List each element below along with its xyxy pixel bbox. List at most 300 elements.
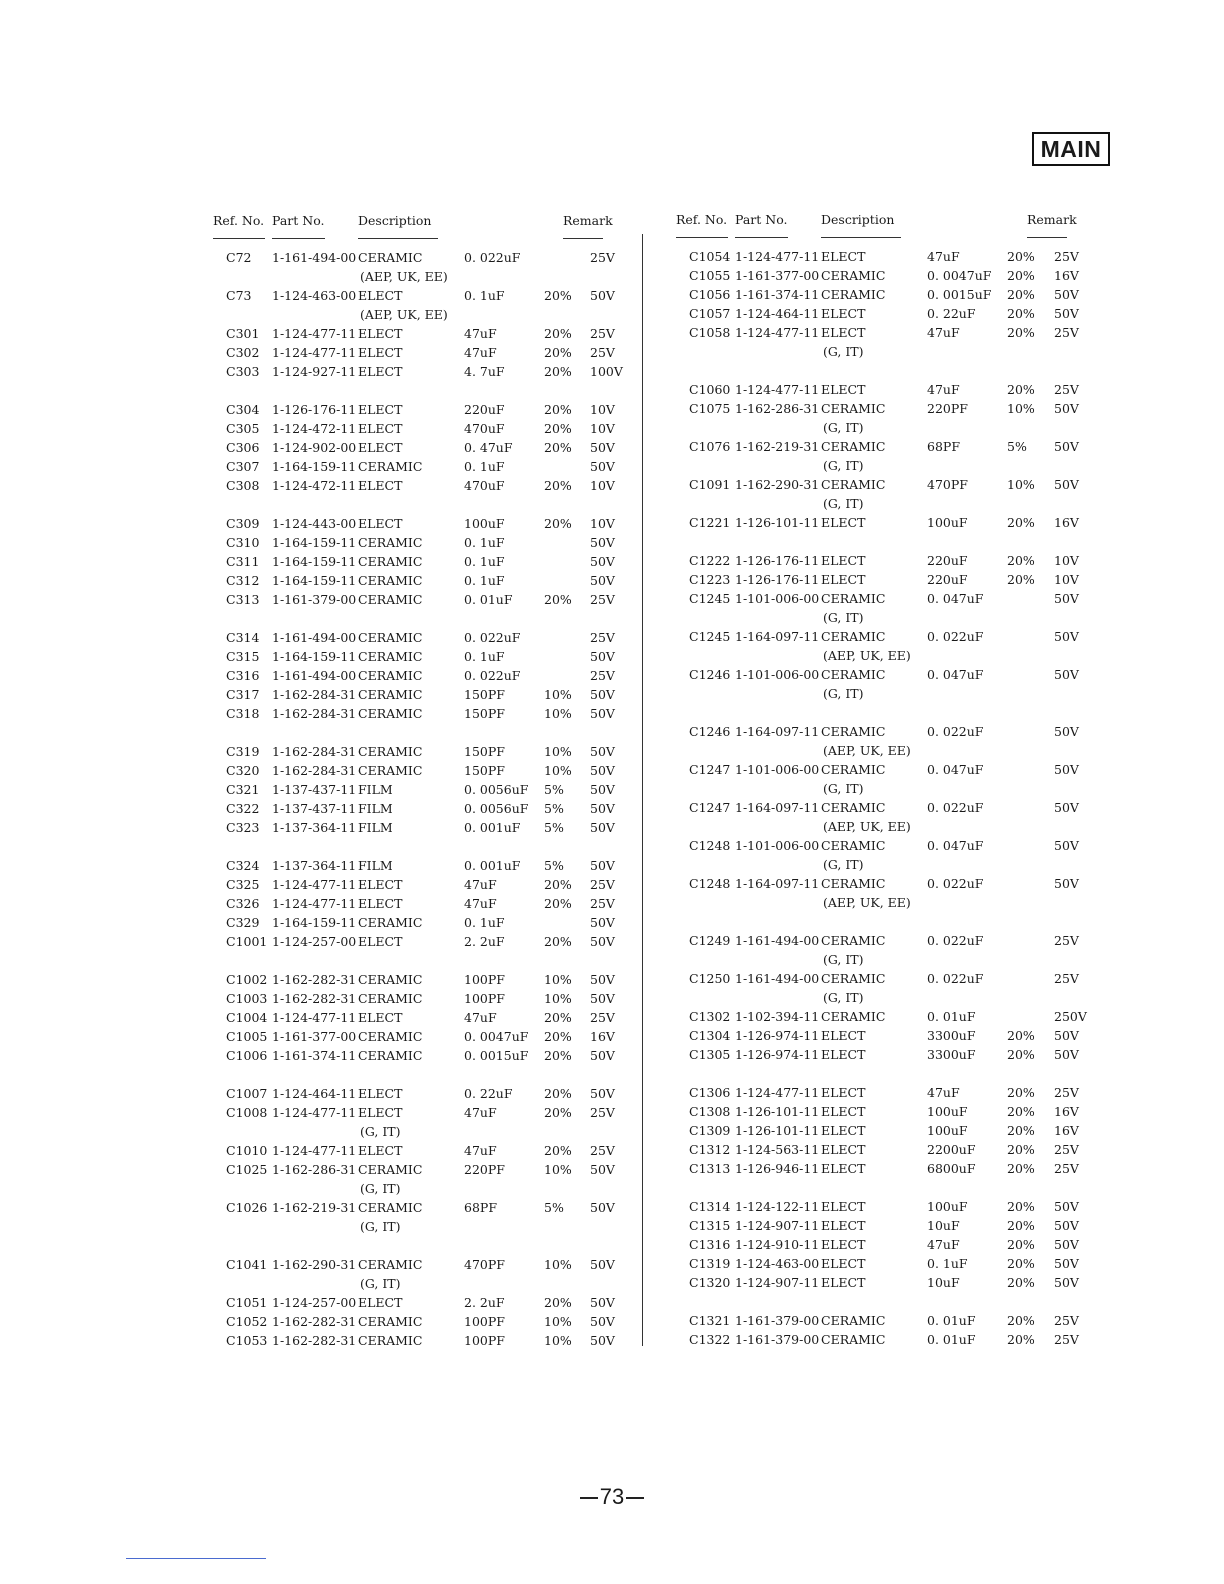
ref-no-cell: C307 xyxy=(226,459,260,474)
part-no-cell: 1-137-437-11 xyxy=(272,801,357,816)
description-cell: ELECT xyxy=(358,934,403,949)
description-cell: ELECT xyxy=(358,1105,403,1120)
tolerance-cell: 10% xyxy=(544,687,572,702)
value-cell: 0. 022uF xyxy=(927,876,984,891)
ref-no-cell: C305 xyxy=(226,421,260,436)
table-row-spacer xyxy=(0,532,1224,551)
description-cell: ELECT xyxy=(358,877,403,892)
voltage-cell: 50V xyxy=(590,915,615,930)
description-cell: ELECT xyxy=(358,1086,403,1101)
voltage-cell: 25V xyxy=(590,1105,615,1120)
tolerance-cell: 20% xyxy=(1007,1237,1035,1252)
part-no-cell: 1-124-477-11 xyxy=(735,382,820,397)
tolerance-cell: 20% xyxy=(1007,287,1035,302)
part-no-cell: 1-161-379-00 xyxy=(735,1313,820,1328)
ref-no-cell: C1248 xyxy=(689,838,731,853)
voltage-cell: 50V xyxy=(590,744,615,759)
part-no-cell: 1-162-284-31 xyxy=(272,706,357,721)
part-no-cell: 1-164-159-11 xyxy=(272,649,357,664)
voltage-cell: 50V xyxy=(590,1257,615,1272)
tolerance-cell: 10% xyxy=(544,1162,572,1177)
table-row xyxy=(0,1330,1224,1349)
voltage-cell: 25V xyxy=(590,1143,615,1158)
value-cell: 0. 047uF xyxy=(927,762,984,777)
tolerance-cell: 20% xyxy=(544,516,572,531)
part-no-cell: 1-161-377-00 xyxy=(272,1029,357,1044)
tolerance-cell: 10% xyxy=(544,1257,572,1272)
description-cell: ELECT xyxy=(358,364,403,379)
voltage-cell: 50V xyxy=(1054,629,1079,644)
table-row-spacer xyxy=(0,1064,1224,1083)
voltage-cell: 50V xyxy=(590,1048,615,1063)
voltage-cell: 50V xyxy=(590,1200,615,1215)
table-row xyxy=(0,1026,1224,1045)
description-cell: CERAMIC xyxy=(821,401,886,416)
description-cell: ELECT xyxy=(821,249,866,264)
ref-no-cell: C1053 xyxy=(226,1333,268,1348)
tolerance-cell: 20% xyxy=(1007,249,1035,264)
table-row-note xyxy=(0,418,1224,437)
ref-no-cell: C1247 xyxy=(689,762,731,777)
description-cell: ELECT xyxy=(358,1010,403,1025)
table-row xyxy=(0,874,1224,893)
value-cell: 0. 1uF xyxy=(927,1256,968,1271)
description-cell: ELECT xyxy=(821,1256,866,1271)
voltage-cell: 16V xyxy=(1054,268,1079,283)
table-row xyxy=(0,323,1224,342)
table-row xyxy=(0,1007,1224,1026)
ref-no-cell: C310 xyxy=(226,535,260,550)
description-cell: CERAMIC xyxy=(358,915,423,930)
header-underline xyxy=(821,237,901,238)
tolerance-cell: 5% xyxy=(544,801,564,816)
voltage-cell: 25V xyxy=(1054,325,1079,340)
value-cell: 0. 022uF xyxy=(464,630,521,645)
header-ref-no: Ref. No. xyxy=(676,212,728,227)
ref-no-cell: C302 xyxy=(226,345,260,360)
voltage-cell: 50V xyxy=(1054,306,1079,321)
value-cell: 0. 022uF xyxy=(927,933,984,948)
part-no-cell: 1-102-394-11 xyxy=(735,1009,820,1024)
header-description: Description xyxy=(821,212,895,227)
value-cell: 0. 1uF xyxy=(464,535,505,550)
ref-no-cell: C319 xyxy=(226,744,260,759)
voltage-cell: 50V xyxy=(1054,800,1079,815)
tolerance-cell: 5% xyxy=(544,1200,564,1215)
value-cell: 150PF xyxy=(464,706,505,721)
value-cell: 10uF xyxy=(927,1218,960,1233)
tolerance-cell: 20% xyxy=(544,1086,572,1101)
description-cell: ELECT xyxy=(821,1218,866,1233)
description-cell: CERAMIC xyxy=(821,1332,886,1347)
ref-no-cell: C1057 xyxy=(689,306,731,321)
value-cell: 0. 1uF xyxy=(464,459,505,474)
description-cell: CERAMIC xyxy=(821,667,886,682)
tolerance-cell: 20% xyxy=(1007,572,1035,587)
description-cell: ELECT xyxy=(358,440,403,455)
ref-no-cell: C1312 xyxy=(689,1142,731,1157)
value-cell: 2. 2uF xyxy=(464,934,505,949)
ref-no-cell: C1041 xyxy=(226,1257,268,1272)
ref-no-cell: C314 xyxy=(226,630,260,645)
value-cell: 100uF xyxy=(927,1123,968,1138)
part-no-cell: 1-162-282-31 xyxy=(272,991,357,1006)
ref-no-cell: C1249 xyxy=(689,933,731,948)
part-no-cell: 1-124-463-00 xyxy=(735,1256,820,1271)
ref-no-cell: C1010 xyxy=(226,1143,268,1158)
voltage-cell: 25V xyxy=(590,250,615,265)
ref-no-cell: C1321 xyxy=(689,1313,731,1328)
ref-no-cell: C323 xyxy=(226,820,260,835)
description-cell: (G, IT) xyxy=(823,686,864,701)
table-row xyxy=(0,380,1224,399)
table-row xyxy=(0,931,1224,950)
value-cell: 220PF xyxy=(927,401,968,416)
description-cell: CERAMIC xyxy=(358,1048,423,1063)
description-cell: CERAMIC xyxy=(358,972,423,987)
voltage-cell: 25V xyxy=(1054,1161,1079,1176)
voltage-cell: 25V xyxy=(1054,1332,1079,1347)
ref-no-cell: C1026 xyxy=(226,1200,268,1215)
ref-no-cell: C1060 xyxy=(689,382,731,397)
part-no-cell: 1-161-494-00 xyxy=(272,630,357,645)
ref-no-cell: C1248 xyxy=(689,876,731,891)
part-no-cell: 1-124-464-11 xyxy=(735,306,820,321)
ref-no-cell: C304 xyxy=(226,402,260,417)
voltage-cell: 50V xyxy=(590,1162,615,1177)
value-cell: 0. 1uF xyxy=(464,554,505,569)
table-header-right xyxy=(0,210,1224,229)
ref-no-cell: C1055 xyxy=(689,268,731,283)
ref-no-cell: C1001 xyxy=(226,934,268,949)
tolerance-cell: 20% xyxy=(1007,268,1035,283)
value-cell: 2200uF xyxy=(927,1142,976,1157)
value-cell: 0. 22uF xyxy=(464,1086,513,1101)
part-no-cell: 1-162-290-31 xyxy=(735,477,820,492)
value-cell: 0. 0056uF xyxy=(464,782,529,797)
description-cell: CERAMIC xyxy=(821,268,886,283)
table-row-note xyxy=(0,608,1224,627)
tolerance-cell: 20% xyxy=(544,1105,572,1120)
description-cell: CERAMIC xyxy=(821,762,886,777)
part-no-cell: 1-126-101-11 xyxy=(735,515,820,530)
voltage-cell: 50V xyxy=(1054,762,1079,777)
value-cell: 68PF xyxy=(464,1200,497,1215)
table-row-spacer xyxy=(0,912,1224,931)
description-cell: CERAMIC xyxy=(358,459,423,474)
description-cell: ELECT xyxy=(358,478,403,493)
part-no-cell: 1-164-159-11 xyxy=(272,535,357,550)
table-row xyxy=(0,836,1224,855)
description-cell: CERAMIC xyxy=(358,1162,423,1177)
part-no-cell: 1-126-176-11 xyxy=(735,572,820,587)
voltage-cell: 50V xyxy=(1054,1237,1079,1252)
value-cell: 0. 0015uF xyxy=(464,1048,529,1063)
part-no-cell: 1-101-006-00 xyxy=(735,838,820,853)
part-no-cell: 1-126-101-11 xyxy=(735,1104,820,1119)
tolerance-cell: 20% xyxy=(1007,1123,1035,1138)
value-cell: 100PF xyxy=(464,1314,505,1329)
value-cell: 0. 047uF xyxy=(927,838,984,853)
ref-no-cell: C1091 xyxy=(689,477,731,492)
table-row-note xyxy=(0,893,1224,912)
value-cell: 0. 1uF xyxy=(464,573,505,588)
part-no-cell: 1-161-377-00 xyxy=(735,268,820,283)
voltage-cell: 16V xyxy=(1054,1104,1079,1119)
table-row xyxy=(0,1273,1224,1292)
description-cell: ELECT xyxy=(358,326,403,341)
voltage-cell: 10V xyxy=(1054,553,1079,568)
description-cell: (G, IT) xyxy=(823,344,864,359)
value-cell: 0. 01uF xyxy=(464,592,513,607)
ref-no-cell: C1025 xyxy=(226,1162,268,1177)
part-no-cell: 1-161-494-00 xyxy=(272,668,357,683)
description-cell: CERAMIC xyxy=(821,800,886,815)
value-cell: 100uF xyxy=(464,516,505,531)
description-cell: ELECT xyxy=(358,896,403,911)
description-cell: CERAMIC xyxy=(821,439,886,454)
voltage-cell: 25V xyxy=(590,896,615,911)
table-row xyxy=(0,1311,1224,1330)
description-cell: (AEP, UK, EE) xyxy=(360,269,448,284)
description-cell: ELECT xyxy=(821,325,866,340)
value-cell: 0. 022uF xyxy=(927,724,984,739)
description-cell: (AEP, UK, EE) xyxy=(823,648,911,663)
description-cell: CERAMIC xyxy=(358,649,423,664)
voltage-cell: 25V xyxy=(1054,971,1079,986)
table-row xyxy=(0,798,1224,817)
tolerance-cell: 20% xyxy=(1007,553,1035,568)
ref-no-cell: C313 xyxy=(226,592,260,607)
value-cell: 47uF xyxy=(927,1237,960,1252)
description-cell: CERAMIC xyxy=(358,744,423,759)
header-part-no: Part No. xyxy=(735,212,788,227)
description-cell: ELECT xyxy=(358,288,403,303)
part-no-cell: 1-161-379-00 xyxy=(272,592,357,607)
voltage-cell: 50V xyxy=(590,934,615,949)
voltage-cell: 100V xyxy=(590,364,623,379)
voltage-cell: 50V xyxy=(590,706,615,721)
description-cell: ELECT xyxy=(358,402,403,417)
table-row-note xyxy=(0,684,1224,703)
voltage-cell: 50V xyxy=(590,991,615,1006)
part-no-cell: 1-164-097-11 xyxy=(735,800,820,815)
table-row xyxy=(0,589,1224,608)
part-no-cell: 1-161-374-11 xyxy=(272,1048,357,1063)
table-row xyxy=(0,1254,1224,1273)
voltage-cell: 50V xyxy=(1054,287,1079,302)
value-cell: 0. 047uF xyxy=(927,591,984,606)
voltage-cell: 50V xyxy=(1054,1199,1079,1214)
description-cell: CERAMIC xyxy=(358,554,423,569)
table-row-spacer xyxy=(0,1178,1224,1197)
description-cell: FILM xyxy=(358,801,393,816)
tolerance-cell: 20% xyxy=(1007,1313,1035,1328)
voltage-cell: 50V xyxy=(590,288,615,303)
table-row-spacer xyxy=(0,361,1224,380)
description-cell: (G, IT) xyxy=(823,781,864,796)
table-row-note xyxy=(0,494,1224,513)
voltage-cell: 10V xyxy=(1054,572,1079,587)
value-cell: 0. 022uF xyxy=(464,668,521,683)
part-no-cell: 1-162-284-31 xyxy=(272,687,357,702)
value-cell: 47uF xyxy=(464,1010,497,1025)
voltage-cell: 10V xyxy=(590,516,615,531)
description-cell: ELECT xyxy=(821,553,866,568)
part-no-cell: 1-162-219-31 xyxy=(272,1200,357,1215)
voltage-cell: 250V xyxy=(1054,1009,1087,1024)
tolerance-cell: 20% xyxy=(544,440,572,455)
tolerance-cell: 10% xyxy=(544,1333,572,1348)
voltage-cell: 50V xyxy=(1054,838,1079,853)
description-cell: ELECT xyxy=(821,1123,866,1138)
value-cell: 100PF xyxy=(464,1333,505,1348)
ref-no-cell: C1245 xyxy=(689,591,731,606)
part-no-cell: 1-162-219-31 xyxy=(735,439,820,454)
tolerance-cell: 20% xyxy=(544,592,572,607)
part-no-cell: 1-164-097-11 xyxy=(735,876,820,891)
description-cell: CERAMIC xyxy=(358,991,423,1006)
ref-no-cell: C308 xyxy=(226,478,260,493)
tolerance-cell: 10% xyxy=(544,706,572,721)
part-no-cell: 1-164-159-11 xyxy=(272,915,357,930)
part-no-cell: 1-161-494-00 xyxy=(272,250,357,265)
description-cell: (G, IT) xyxy=(360,1124,401,1139)
voltage-cell: 25V xyxy=(590,1010,615,1025)
value-cell: 220uF xyxy=(464,402,505,417)
voltage-cell: 50V xyxy=(1054,1256,1079,1271)
part-no-cell: 1-164-159-11 xyxy=(272,554,357,569)
page-number-text: 73 xyxy=(599,1484,625,1509)
description-cell: CERAMIC xyxy=(358,1314,423,1329)
tolerance-cell: 20% xyxy=(1007,1028,1035,1043)
tolerance-cell: 10% xyxy=(544,763,572,778)
description-cell: ELECT xyxy=(358,1143,403,1158)
part-no-cell: 1-124-257-00 xyxy=(272,1295,357,1310)
value-cell: 0. 0047uF xyxy=(464,1029,529,1044)
table-row-note xyxy=(0,342,1224,361)
ref-no-cell: C1008 xyxy=(226,1105,268,1120)
table-row-note xyxy=(0,741,1224,760)
ref-no-cell: C306 xyxy=(226,440,260,455)
voltage-cell: 25V xyxy=(1054,1085,1079,1100)
description-cell: ELECT xyxy=(821,1028,866,1043)
ref-no-cell: C1246 xyxy=(689,667,731,682)
value-cell: 0. 01uF xyxy=(927,1009,976,1024)
value-cell: 0. 001uF xyxy=(464,858,521,873)
ref-no-cell: C322 xyxy=(226,801,260,816)
part-no-cell: 1-126-946-11 xyxy=(735,1161,820,1176)
table-row xyxy=(0,1159,1224,1178)
table-row xyxy=(0,1045,1224,1064)
ref-no-cell: C301 xyxy=(226,326,260,341)
voltage-cell: 50V xyxy=(590,649,615,664)
voltage-cell: 50V xyxy=(1054,1275,1079,1290)
value-cell: 0. 047uF xyxy=(927,667,984,682)
voltage-cell: 50V xyxy=(1054,439,1079,454)
part-no-cell: 1-137-364-11 xyxy=(272,858,357,873)
table-row xyxy=(0,627,1224,646)
tolerance-cell: 10% xyxy=(544,1314,572,1329)
part-no-cell: 1-124-477-11 xyxy=(272,1143,357,1158)
description-cell: (G, IT) xyxy=(823,458,864,473)
part-no-cell: 1-162-282-31 xyxy=(272,1314,357,1329)
description-cell: ELECT xyxy=(821,382,866,397)
table-row xyxy=(0,1121,1224,1140)
tolerance-cell: 5% xyxy=(544,782,564,797)
table-row xyxy=(0,570,1224,589)
part-no-cell: 1-137-437-11 xyxy=(272,782,357,797)
value-cell: 470uF xyxy=(464,421,505,436)
value-cell: 0. 022uF xyxy=(927,629,984,644)
part-no-cell: 1-124-443-00 xyxy=(272,516,357,531)
table-row-note xyxy=(0,779,1224,798)
voltage-cell: 10V xyxy=(590,421,615,436)
description-cell: (AEP, UK, EE) xyxy=(823,743,911,758)
part-no-cell: 1-124-907-11 xyxy=(735,1275,820,1290)
value-cell: 100PF xyxy=(464,972,505,987)
tolerance-cell: 20% xyxy=(1007,1256,1035,1271)
header-part-no: Part No. xyxy=(272,213,325,228)
part-no-cell: 1-126-974-11 xyxy=(735,1047,820,1062)
tolerance-cell: 10% xyxy=(544,972,572,987)
ref-no-cell: C1004 xyxy=(226,1010,268,1025)
voltage-cell: 16V xyxy=(1054,515,1079,530)
part-no-cell: 1-126-176-11 xyxy=(735,553,820,568)
voltage-cell: 50V xyxy=(1054,591,1079,606)
value-cell: 47uF xyxy=(927,249,960,264)
voltage-cell: 50V xyxy=(590,573,615,588)
description-cell: CERAMIC xyxy=(821,876,886,891)
tolerance-cell: 20% xyxy=(544,1010,572,1025)
tolerance-cell: 20% xyxy=(544,326,572,341)
table-row xyxy=(0,760,1224,779)
value-cell: 0. 022uF xyxy=(927,971,984,986)
description-cell: ELECT xyxy=(821,1275,866,1290)
part-no-cell: 1-124-463-00 xyxy=(272,288,357,303)
ref-no-cell: C1223 xyxy=(689,572,731,587)
value-cell: 0. 01uF xyxy=(927,1313,976,1328)
description-cell: CERAMIC xyxy=(821,933,886,948)
ref-no-cell: C1221 xyxy=(689,515,731,530)
part-no-cell: 1-161-374-11 xyxy=(735,287,820,302)
value-cell: 0. 01uF xyxy=(927,1332,976,1347)
part-no-cell: 1-124-563-11 xyxy=(735,1142,820,1157)
voltage-cell: 25V xyxy=(590,326,615,341)
part-no-cell: 1-101-006-00 xyxy=(735,591,820,606)
description-cell: CERAMIC xyxy=(821,971,886,986)
description-cell: CERAMIC xyxy=(358,1333,423,1348)
voltage-cell: 10V xyxy=(590,478,615,493)
voltage-cell: 50V xyxy=(1054,1218,1079,1233)
part-no-cell: 1-126-974-11 xyxy=(735,1028,820,1043)
table-row xyxy=(0,1083,1224,1102)
part-no-cell: 1-161-494-00 xyxy=(735,971,820,986)
part-no-cell: 1-162-286-31 xyxy=(272,1162,357,1177)
dash-left xyxy=(580,1497,598,1499)
voltage-cell: 50V xyxy=(590,782,615,797)
ref-no-cell: C315 xyxy=(226,649,260,664)
value-cell: 6800uF xyxy=(927,1161,976,1176)
table-row xyxy=(0,475,1224,494)
value-cell: 0. 022uF xyxy=(464,250,521,265)
description-cell: CERAMIC xyxy=(358,1200,423,1215)
ref-no-cell: C72 xyxy=(226,250,252,265)
part-no-cell: 1-126-101-11 xyxy=(735,1123,820,1138)
tolerance-cell: 20% xyxy=(544,364,572,379)
part-no-cell: 1-126-176-11 xyxy=(272,402,357,417)
table-row xyxy=(0,1197,1224,1216)
